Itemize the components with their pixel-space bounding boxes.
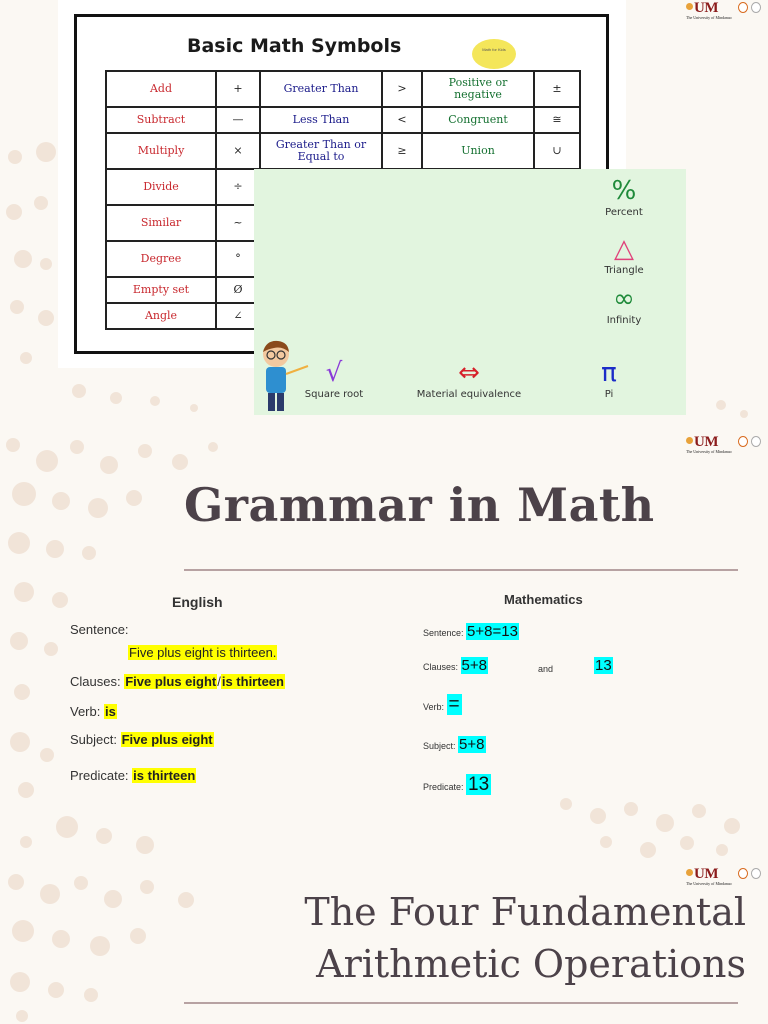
um-logo-text: UM	[686, 0, 718, 17]
um-logo-text: UM	[686, 434, 718, 451]
badge-icon	[751, 436, 761, 447]
triangle-label: Triangle	[604, 265, 644, 276]
math-verb-value: =	[448, 694, 460, 715]
square-root-icon: √	[325, 358, 343, 388]
table-row	[106, 107, 580, 133]
symbol-name-2: Greater Than	[260, 71, 382, 107]
slide-basic-math-symbols	[0, 0, 768, 432]
badge-icon	[738, 436, 748, 447]
symbol-glyph-1: °	[216, 241, 260, 277]
symbol-name-1: Angle	[106, 303, 216, 329]
badge-icon	[738, 2, 748, 13]
english-clause-a: Five plus eight	[125, 674, 217, 689]
english-subject-label: Subject:	[70, 732, 117, 747]
math-clause-a: 5+8	[461, 657, 487, 674]
english-subject	[70, 732, 214, 747]
math-sentence	[423, 623, 519, 640]
english-clauses	[70, 674, 285, 689]
symbol-glyph-1: ÷	[216, 169, 260, 205]
slide-title-line-2: Arithmetic Operations	[316, 942, 746, 986]
math-clauses-label: Clauses:	[423, 662, 459, 672]
equivalence-label: Material equivalence	[416, 389, 522, 400]
symbol-name-1: Similar	[106, 205, 216, 241]
math-subject-label: Subject:	[423, 741, 456, 751]
english-predicate-label: Predicate:	[70, 768, 129, 783]
equivalence-symbol	[414, 359, 524, 400]
clause-separator: /	[217, 674, 221, 689]
slide-four-fundamental-operations	[0, 864, 768, 1024]
symbols-chart-title: Basic Math Symbols	[187, 35, 402, 57]
um-logo	[686, 434, 766, 456]
math-verb	[423, 694, 462, 716]
english-sentence-label: Sentence:	[70, 622, 129, 637]
mathematics-heading: Mathematics	[504, 592, 583, 607]
math-sentence-label: Sentence:	[423, 628, 464, 638]
symbol-glyph-1: ×	[216, 133, 260, 169]
symbol-name-2: Greater Than or Equal to	[260, 133, 382, 169]
math-clause-b-wrap	[594, 657, 613, 674]
english-predicate-value: is thirteen	[133, 768, 196, 783]
math-clauses	[423, 657, 488, 674]
symbol-glyph-2: ≥	[382, 133, 422, 169]
infinity-icon: ∞	[613, 284, 635, 314]
table-row	[106, 71, 580, 107]
square-root-label: Square root	[304, 389, 364, 400]
symbol-glyph-1: +	[216, 71, 260, 107]
slide-title	[304, 886, 746, 990]
table-row	[106, 133, 580, 169]
um-logo-text: UM	[686, 866, 718, 883]
math-predicate	[423, 774, 491, 796]
square-root-symbol	[304, 359, 364, 400]
english-sentence	[128, 645, 277, 660]
infinity-symbol	[599, 285, 649, 326]
symbol-name-1: Add	[106, 71, 216, 107]
infinity-label: Infinity	[606, 315, 642, 326]
teacher-cartoon-icon	[256, 338, 310, 414]
symbol-glyph-3: ≅	[534, 107, 580, 133]
symbol-name-2: Less Than	[260, 107, 382, 133]
symbol-glyph-1: ~	[216, 205, 260, 241]
symbol-name-1: Degree	[106, 241, 216, 277]
math-predicate-value: 13	[468, 774, 490, 795]
english-verb-label: Verb:	[70, 704, 101, 719]
math-subject	[423, 736, 486, 753]
slide-title-line-1: The Four Fundamental	[304, 890, 746, 934]
symbol-name-1: Multiply	[106, 133, 216, 169]
english-subject-value: Five plus eight	[121, 732, 213, 747]
math-badge: Math for Kids	[472, 39, 516, 69]
english-sentence-text: Five plus eight is thirteen.	[129, 645, 277, 660]
equivalence-icon: ⇔	[458, 358, 480, 388]
triangle-icon: △	[614, 234, 634, 264]
symbol-name-1: Empty set	[106, 277, 216, 303]
english-heading: English	[172, 594, 223, 610]
english-verb-value: is	[104, 704, 116, 719]
title-divider	[184, 1002, 738, 1004]
slide-title: Grammar in Math	[184, 478, 655, 532]
english-verb	[70, 704, 117, 719]
math-sentence-value: 5+8=13	[467, 623, 518, 640]
badge-icon	[751, 2, 761, 13]
symbol-glyph-2: >	[382, 71, 422, 107]
percent-label: Percent	[605, 207, 643, 218]
percent-icon: %	[611, 176, 637, 206]
math-clause-b: 13	[595, 657, 612, 674]
symbol-name-3: Union	[422, 133, 534, 169]
pi-icon: π	[601, 358, 617, 388]
symbol-glyph-1: Ø	[216, 277, 260, 303]
um-logo-subtitle: The University of Mindanao	[686, 881, 732, 886]
math-clauses-and: and	[538, 664, 554, 674]
english-predicate	[70, 768, 196, 783]
triangle-symbol	[599, 235, 649, 276]
math-predicate-label: Predicate:	[423, 782, 464, 792]
um-logo	[686, 0, 766, 22]
symbol-glyph-3: ±	[534, 71, 580, 107]
symbol-glyph-1: ∠	[216, 303, 260, 329]
symbol-glyph-2: <	[382, 107, 422, 133]
pi-label: Pi	[604, 389, 614, 400]
symbol-glyph-3: ∪	[534, 133, 580, 169]
percent-symbol	[599, 177, 649, 218]
english-clauses-label: Clauses:	[70, 674, 121, 689]
um-logo	[686, 866, 766, 888]
pi-symbol	[589, 359, 629, 400]
symbol-name-3: Positive or negative	[422, 71, 534, 107]
slide-grammar-in-math	[0, 432, 768, 864]
symbol-name-1: Subtract	[106, 107, 216, 133]
symbols-panel	[254, 169, 686, 415]
title-divider	[184, 569, 738, 571]
um-logo-subtitle: The University of Mindanao	[686, 449, 732, 454]
math-subject-value: 5+8	[459, 736, 485, 753]
symbol-name-3: Congruent	[422, 107, 534, 133]
math-verb-label: Verb:	[423, 702, 445, 712]
um-logo-subtitle: The University of Mindanao	[686, 15, 732, 20]
badge-icon	[738, 868, 748, 879]
badge-icon	[751, 868, 761, 879]
symbol-glyph-1: —	[216, 107, 260, 133]
symbol-name-1: Divide	[106, 169, 216, 205]
english-clause-b: is thirteen	[221, 674, 284, 689]
